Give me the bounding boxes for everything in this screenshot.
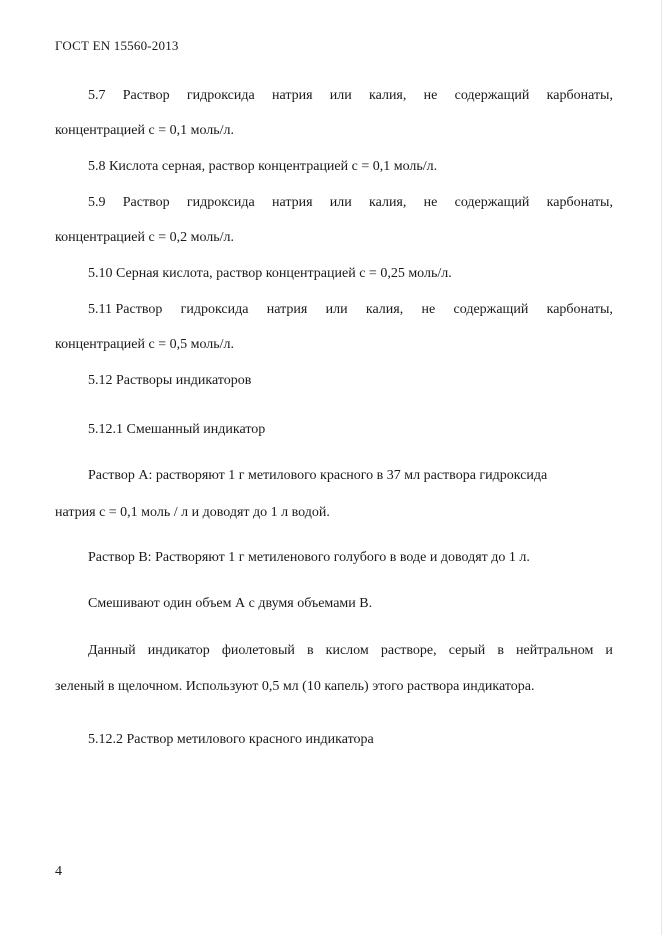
justified-word: калия, xyxy=(369,195,407,210)
justified-word: гидроксида xyxy=(180,302,249,317)
justified-word: не xyxy=(423,195,438,210)
section-heading-5-12-1: 5.12.1 Смешанный индикатор xyxy=(88,422,266,437)
justified-word: Раствор xyxy=(122,88,170,103)
justified-word: 5.11 Раствор xyxy=(88,302,163,317)
solution-a-line-2: натрия c = 0,1 моль / л и доводят до 1 л водой. xyxy=(55,505,330,520)
paragraph-5-7-line-1 xyxy=(88,87,613,105)
justified-word: или xyxy=(329,195,352,210)
justified-word: или xyxy=(329,88,352,103)
justified-word: в xyxy=(306,643,314,658)
paragraph-5-9-line-2: концентрацией c = 0,2 моль/л. xyxy=(55,230,235,245)
justified-word: содержащий xyxy=(453,302,529,317)
justified-word: 5.9 xyxy=(88,195,106,210)
paragraph-5-10: 5.10 Серная кислота, раствор концентрацией c = 0,25 моль/л. xyxy=(88,266,452,281)
paragraph-5-11-line-1 xyxy=(88,301,613,319)
justified-word: растворе, xyxy=(380,643,437,658)
justified-word: содержащий xyxy=(454,88,530,103)
justified-word: не xyxy=(423,88,438,103)
section-heading-5-12: 5.12 Растворы индикаторов xyxy=(88,373,252,388)
justified-word: серый xyxy=(448,643,486,658)
document-header: ГОСТ EN 15560-2013 xyxy=(55,38,179,53)
justified-word: или xyxy=(325,302,348,317)
solution-a-line-1: Раствор А: растворяют 1 г метилового красного в 37 мл раствора гидроксида xyxy=(88,468,548,483)
justified-word: калия, xyxy=(369,88,407,103)
mixing-instruction: Смешивают один объем А с двумя объемами В. xyxy=(88,596,373,611)
justified-word: карбонаты, xyxy=(546,302,613,317)
indicator-description-line-2: зеленый в щелочном. Используют 0,5 мл (10 капель) этого раствора индикатора. xyxy=(55,679,535,694)
justified-word: фиолетовый xyxy=(221,643,295,658)
justified-word: натрия xyxy=(266,302,308,317)
paragraph-5-8: 5.8 Кислота серная, раствор концентрацией c = 0,1 моль/л. xyxy=(88,159,438,174)
justified-word: индикатор xyxy=(147,643,210,658)
paragraph-5-9-line-1 xyxy=(88,194,613,212)
justified-word: карбонаты, xyxy=(546,195,613,210)
solution-b: Раствор В: Растворяют 1 г метиленового голубого в воде и доводят до 1 л. xyxy=(88,550,530,565)
justified-word: кислом xyxy=(325,643,369,658)
justified-word: натрия xyxy=(271,88,313,103)
justified-word: калия, xyxy=(365,302,404,317)
justified-word: гидроксида xyxy=(186,195,255,210)
justified-word: в xyxy=(497,643,504,658)
paragraph-5-7-line-2: концентрацией c = 0,1 моль/л. xyxy=(55,123,235,138)
justified-word: содержащий xyxy=(454,195,530,210)
page-number: 4 xyxy=(55,864,62,879)
justified-word: Раствор xyxy=(122,195,170,210)
justified-word: не xyxy=(421,302,436,317)
justified-word: 5.7 xyxy=(88,88,106,103)
justified-word: и xyxy=(605,643,613,658)
justified-word: гидроксида xyxy=(186,88,255,103)
paragraph-5-11-line-2: концентрацией c = 0,5 моль/л. xyxy=(55,337,235,352)
indicator-description-line-1 xyxy=(88,642,613,660)
justified-word: натрия xyxy=(271,195,313,210)
justified-word: карбонаты, xyxy=(546,88,613,103)
section-heading-5-12-2: 5.12.2 Раствор метилового красного индикатора xyxy=(88,732,374,747)
justified-word: нейтральном xyxy=(516,643,594,658)
justified-word: Данный xyxy=(88,643,136,658)
